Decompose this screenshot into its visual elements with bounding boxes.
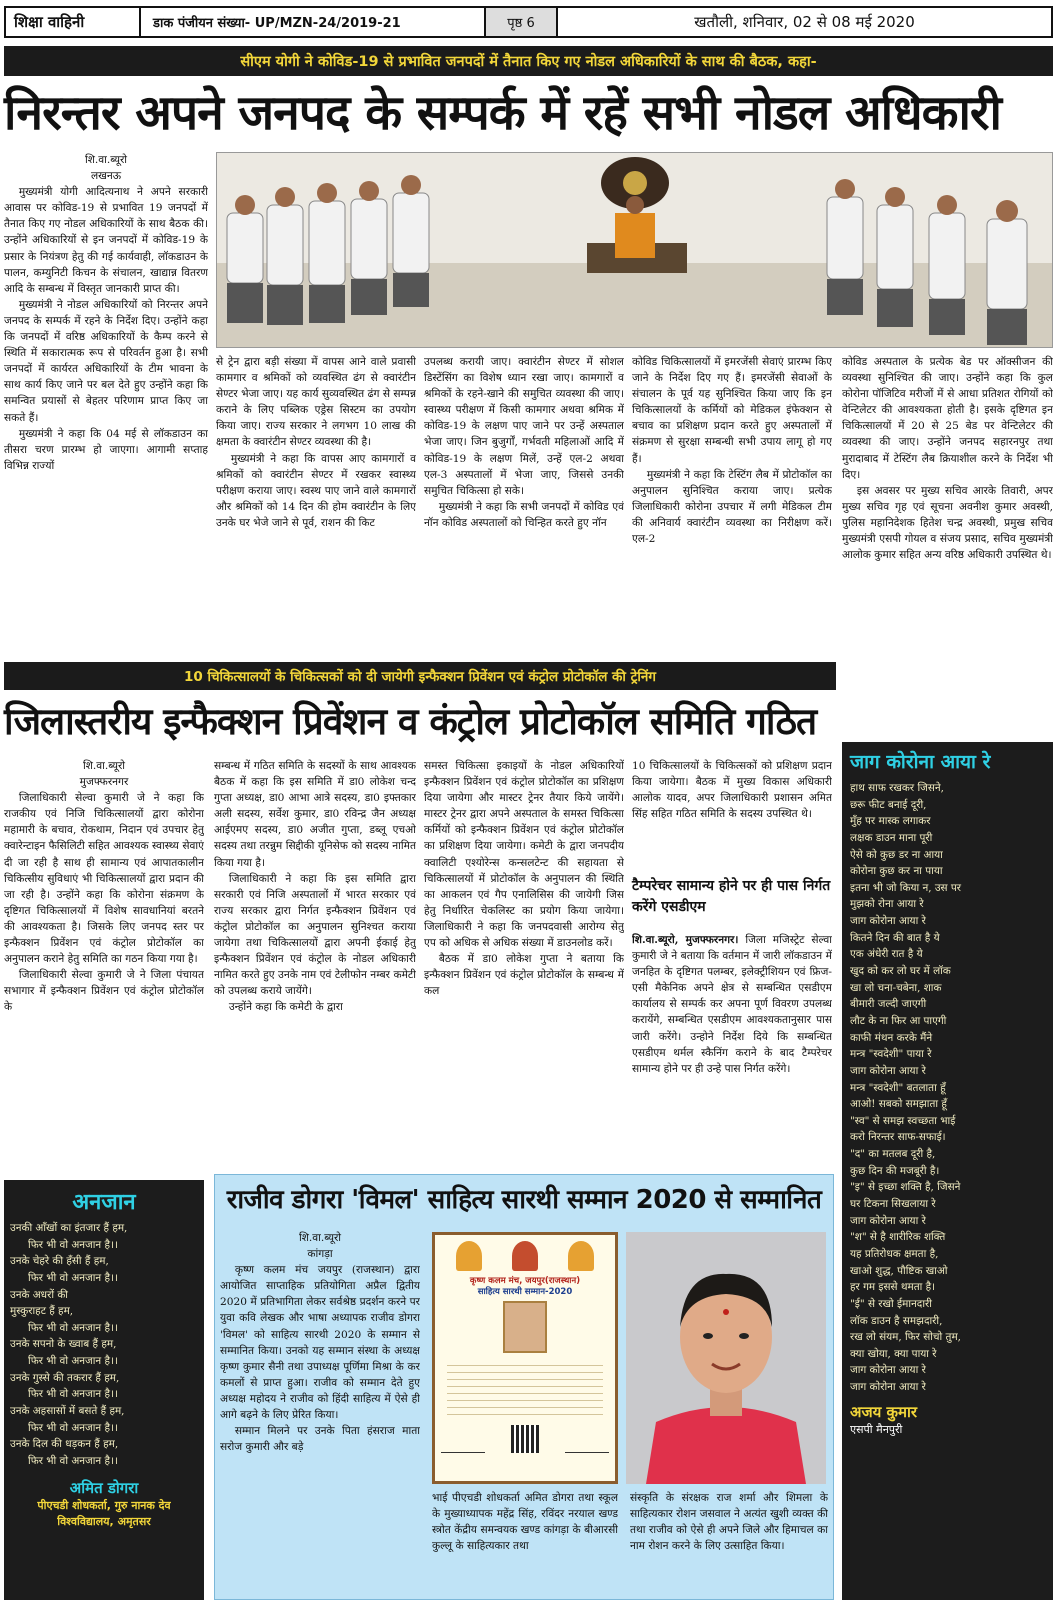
story2-byline: शि.वा.ब्यूरो (82, 760, 126, 772)
poem-line: "द" का मतलब दूरी है, (850, 1148, 936, 1161)
poem-right-box (842, 742, 1053, 1600)
poem-line: इतना भी जो किया न, उस पर (850, 881, 962, 894)
poem-line: उनके सपनो के ख्वाब हैं हम, (10, 1338, 117, 1351)
poem-line: फिर भी वो अनजान है।। (28, 1238, 118, 1251)
poem-line: यह प्रतिरोधक क्षमता है, (850, 1247, 939, 1260)
edition-date: खतौली, शनिवार, 02 से 08 मई 2020 (694, 13, 915, 31)
story2-column-2 (214, 758, 416, 1168)
poem-left-lines (10, 1220, 198, 1470)
qr-code-icon (511, 1425, 539, 1453)
paragraph: उपलब्ध करायी जाए। क्वारंटीन सेण्टर में सोशल डिस्टेंसिंग का विशेष ध्यान रखा जाए। कामगारों व श्रमिकों के रहने-खाने की समुचित व्यवस्था की जाए। स्वास्थ्य परीक्षण में किसी कामगार अथवा श्रमिक में कोविड-19 के लक्षण पाए जाने पर उन्हें अस्पताल भेजा जाए। जिन बुजुर्गों, गर्भवती महिलाओं आदि में कोविड-19 के लक्षण मिलें, उन्हें एल-2 अथवा एल-3 अस्पतालों में भेजा जाए, जिससे उनकी समुचित चिकित्सा हो सके। (424, 356, 624, 497)
certificate-title: साहित्य सारथी सम्मान-2020 (477, 1287, 573, 1297)
poem-line: मुँह पर मास्क लगाकर (850, 815, 931, 828)
story2-headline: जिलास्तरीय इन्फैक्शन प्रिवेंशन व कंट्रोल प्रोटोकॉल समिति गठित (4, 700, 817, 743)
story1-column-3 (424, 354, 624, 656)
story1-column-5 (842, 354, 1053, 734)
poem-line: जाग कोरोना आया रे (850, 1064, 926, 1077)
poem-line: फिर भी वो अनजान है।। (28, 1388, 118, 1401)
poem-line: कितने दिन की बात है ये (850, 931, 940, 944)
paragraph: जिलाधिकारी सेल्वा कुमारी जे ने कहा कि राजकीय एवं निजि चिकित्सालयों द्वारा कोरोना महामारी के बचाव, रोकथाम, निदान एवं उपचार हेतु क्वारेन्टाइन फैसिलिटी सहित आवश्यक स्वास्थ्य सेवाएं दी जा रही है साथ ही सामान्य एवं आपातकालीन चिकित्सीय सुविधाएं भी चिकित्सालयों द्वारा प्रदान की जा रही है। उन्होंने कहा कि कोरोना संक्रमण के दृष्टिगत चिकित्सालयों में विशेष सावधानियां बरतने की आवश्यकता है। जिसके लिए जनपद स्तर पर इन्फैक्शन प्रिवेंशन एवं कंट्रोल प्रोटोकॉल का अनुपालन कराने हेतु समिति का गठन किया गया है। (4, 792, 204, 966)
poem-line: एक अंधेरी रात है ये (850, 948, 923, 961)
poem-line: खाओ शुद्ध, पौष्टिक खाओ (850, 1264, 948, 1277)
poem-line: लक्षक डाउन माना पूरी (850, 831, 933, 844)
portrait-photo (626, 1232, 826, 1484)
paragraph: जिला मजिस्ट्रेट सेल्वा कुमारी जे ने बताया कि वर्तमान में जारी लॉकडाउन में जनहित के दृष्टिगत पलम्बर, इलेक्ट्रीशियन एवं फ्रिज-एसी मैकेनिक अपने क्षेत्र से सम्बन्धित एसडीएम कार्यालय से सम्पर्क कर अपना पूर्ण विवरण उपलब्ध करायेंगे, सम्बन्धित एसडीएम आवश्यकतानुसार पास जारी करेंगे। उन्होने निर्देश दिये कि सम्बन्धित एसडीएम थर्मल स्कैनिंग कराने के बाद टैम्परेचर सामान्य होने पर ही उन्हे पास निर्गत करेंगे। (632, 934, 832, 1075)
paragraph: जिलाधिकारी सेल्वा कुमारी जे ने जिला पंचायत सभागार में इन्फैक्शन प्रिवेंशन एवं कंट्रोल प्रोटोकॉल के (4, 969, 204, 1014)
story2-kicker: 10 चिकित्सालयों के चिकित्सकों को दी जायेगी इन्फैक्शन प्रिवेंशन एवं कंट्रोल प्रोटोकॉल की ट्रेनिंग (4, 662, 836, 690)
story1-column-1 (4, 152, 208, 656)
poem-right-title: जाग कोरोना आया रे (850, 751, 991, 773)
paragraph: संस्कृति के संरक्षक राज शर्मा और शिमला के साहित्यकार रोशन जसवाल ने अत्यंत खुशी व्यक्त की तथा राजीव को ऐसे ही अपने जिले और हिमाचल का नाम रोशन करने के लिए उत्साहित किया। (630, 1492, 828, 1553)
poem-line: "स्व" से समझ स्वच्छता भाई (850, 1114, 956, 1127)
poem-line: लॉक डाउन है समझदारी, (850, 1314, 943, 1327)
meeting-photo (216, 152, 1053, 348)
paragraph: 10 चिकित्सालयों के चिकित्सकों को प्रशिक्षण प्रदान किया जायेगा। बैठक में मुख्य विकास अधिकारी आलोक यादव, अपर जिलाधिकारी प्रशासन अमित सिंह सहित गठित समिति के सदस्य उपस्थित थे। (632, 760, 832, 821)
poem-line: काफी मंथन करके मैंने (850, 1031, 933, 1044)
poem-line: उनके चेहरे की हँसी हैं हम, (10, 1255, 109, 1268)
story1-headline: निरन्तर अपने जनपद के सम्पर्क में रहें सभी नोडल अधिकारी (4, 85, 1001, 141)
paragraph: मुख्यमंत्री ने नोडल अधिकारियों को निरन्तर अपने जनपद के सम्पर्क में रहने के निर्देश दिए। उन्होंने कहा कि जनपदों में वरिष्ठ अधिकारियों के कैम्प करने से स्थिति में सकारात्मक रूप से परिवर्तन हुआ है। सभी जनपदों में कार्यरत अधिकारियों के टीम भावना के साथ कार्य किए जाने पर बल देते हुए उन्होंने कहा कि समन्वित प्रयासों से बेहतर परिणाम प्राप्त किए जा सकते हैं। (4, 298, 208, 424)
poem-line: "इ" से इच्छा शक्ति है, जिसने (850, 1181, 961, 1194)
poem-line: "ई" से रखो ईमानदारी (850, 1297, 932, 1310)
poem-line: उनके गुस्से की तकरार हैं हम, (10, 1371, 120, 1384)
paragraph: सम्मान मिलने पर उनके पिता हंसराज माता सरोज कुमारी और बड़े (220, 1425, 420, 1454)
poem-line: मुझको रोना आया रे (850, 898, 924, 911)
deity-icon (456, 1241, 482, 1271)
story3-byline: शि.वा.ब्यूरो, मुजफ्फरनगर। (632, 934, 739, 946)
paragraph: कृष्ण कलम मंच जयपुर (राजस्थान) द्वारा आयोजित साप्ताहिक प्रतियोगिता अप्रैल द्वितीय 2020 में प्रतिभागिता लेकर सर्वश्रेष्ठ प्रदर्शन करने पर युवा कवि लेखक और भाषा अध्यापक राजीव डोगरा 'विमल' को साहित्य सारथी 2020 के सम्मान से सम्मानित किया। उनको यह सम्मान संस्था के अध्यक्ष कृष्ण कुमार सैनी तथा उपाध्यक्ष पूर्णिमा मिश्रा के कर कमलों से प्राप्त हुआ। राजीव को सम्मान देते हुए अध्यक्ष महोदय ने राजीव को हिंदी साहित्य में ऐसे ही आगे बढ़ने के लिए प्रेरित किया। (220, 1264, 420, 1422)
story4-column-1 (220, 1230, 420, 1596)
paragraph: कोविड चिकित्सालयों में इमरजेंसी सेवाएं प्रारम्भ किए जाने के निर्देश दिए गए हैं। इमरजेंसी सेवाओं के संचालन के पूर्व यह सुनिश्चित किया जाए कि इन चिकित्सालयों के कर्मियों को मेडिकल इंफेक्शन से बचाव का प्रशिक्षण प्रदान करते हुए अस्पतालों में संक्रमण से सुरक्षा सम्बन्धी सभी उपाय लागू हो गए हैं। (632, 356, 832, 465)
poem-line: हाथ साफ रखकर जिसने, (850, 782, 944, 794)
poem-line: फिर भी वो अनजान है।। (28, 1421, 118, 1434)
story1-kicker: सीएम योगी ने कोविड-19 से प्रभावित जनपदों में तैनात किए गए नोडल अधिकारियों के साथ की बैठक, कहा- (4, 46, 1053, 76)
paragraph: मुख्यमंत्री ने कहा कि 04 मई से लॉकडाउन का तीसरा चरण प्रारम्भ हो जाएगा। आगामी सप्ताह विभिन्न राज्यों (4, 427, 208, 472)
poem-line: करो निरन्तर साफ-सफाई। (850, 1131, 946, 1144)
paragraph: मुख्यमंत्री ने कहा कि वापस आए कामगारों व श्रमिकों को क्वारंटीन सेण्टर में रखकर स्वास्थ्य परीक्षण कराया जाए। स्वस्थ पाए जाने वाले कामगारों और श्रमिकों को 14 दिन की होम क्वारंटीन के लिए उनके घर भेजे जाने से पूर्व, राशन की किट (216, 452, 416, 529)
poem-line: क्या खोया, क्या पाया रे (850, 1347, 937, 1360)
deity-icon (512, 1241, 538, 1271)
paragraph: भाई पीएचडी शोधकर्ता अमित डोगरा तथा स्कूल के मुख्याध्यापक महेंद्र सिंह, रविंदर नरयाल खण्ड स्त्रोत केंद्रीय समन्वयक खण्ड कांगड़ा के बीआरसी कुल्लू के साहित्यकार तथा (432, 1492, 618, 1553)
paragraph: सम्बन्ध में गठित समिति के सदस्यों के साथ आवश्यक बैठक में कहा कि इस समिति में डा0 लोकेश चन्द गुप्ता अध्यक्ष, डा0 आभा आत्रे सदस्य, डा0 इफ्तकार अली सदस्य, सर्वेश कुमार, डा0 रविन्द्र जैन अध्यक्ष आईएमए सदस्य, डा0 अजीत गुप्ता, डब्लू एचओ सदस्य तथा तरन्नुम सिद्दीकी यूनिसेफ को सदस्य नामित किया गया है। (214, 760, 416, 869)
story4-column-2 (432, 1490, 618, 1598)
page-number: पृष्ठ 6 (486, 8, 558, 36)
poem-line: मुस्कुराहट हैं हम, (10, 1305, 74, 1318)
poem-line: उनके अधरों की (10, 1288, 68, 1301)
story4-column-3 (630, 1490, 828, 1598)
paragraph: से ट्रेन द्वारा बड़ी संख्या में वापस आने वाले प्रवासी कामगार व श्रमिकों को व्यवस्थित ढंग से क्वारंटीन सेण्टर भेजा जाए। यह कार्य सुव्यवस्थित ढंग से सम्पन्न कराने के लिए पब्लिक एड्रेस सिस्टम का उपयोग किया जाए। राज्य सरकार ने लगभग 10 लाख की क्षमता के क्वारंटीन सेण्टर व्यवस्था की है। (216, 356, 416, 449)
story2-column-3 (424, 758, 624, 1168)
story1-place: लखनऊ (90, 170, 122, 183)
certificate-org: कृष्ण कलम मंच, जयपुर(राजस्थान) (469, 1276, 581, 1286)
poem-line: घर टिकना सिखलाया रे (850, 1198, 936, 1211)
story3-body (632, 932, 832, 1170)
poem-line: ऐसे को कुछ डर ना आया (850, 848, 943, 861)
paragraph: समस्त चिकित्सा इकाइयों के नोडल अधिकारियों इन्फैक्शन प्रिवेंशन एवं कंट्रोल प्रोटोकॉल का प्रशिक्षण दिया जायेगा और मास्टर ट्रेनर तैयार किये जायेंगे। मास्टर ट्रेनर द्वारा अपने अस्पताल के समस्त चिकित्सा कर्मियों को इन्फैक्शन प्रिवेंशन एवं कंट्रोल प्रोटोकॉल का प्रशिक्षण दिया जायेगा। कमेटी के द्वारा जनपदीय क्वालिटी एश्योरेन्स कन्सलटेन्ट की सहायता से चिकित्सालयों में प्रोटोकॉल के अनुपालन की स्थिति का आकलन एवं गैप एनालिसिस की जायेगी जिस हेतु निर्धारित चेकलिस्ट का प्रयोग किया जायेगा। जिलाधिकारी ने कहा कि जनपदवासी आरोग्य सेतु एप को अधिक से अधिक संख्या में डाउनलोड करें। (424, 760, 624, 950)
signature-line (565, 1441, 609, 1453)
poem-line: उनकी आँखों का इंतजार हैं हम, (10, 1222, 128, 1234)
poem-line: मन्त्र "स्वदेशी" पाया रे (850, 1048, 932, 1061)
story3-headline: टैम्परेचर सामान्य होने पर ही पास निर्गत करेंगे एसडीएम (632, 878, 831, 915)
poem-line: बीमारी जल्दी जाएगी (850, 998, 927, 1011)
paragraph: मुख्यमंत्री ने कहा कि सभी जनपदों में कोविड एवं नॉन कोविड अस्पतालों को चिन्हित करते हुए नॉन (424, 500, 624, 529)
paragraph: जिलाधिकारी ने कहा कि इस समिति द्वारा सरकारी एवं निजि अस्पतालों में भारत सरकार एवं राज्य सरकार द्वारा निर्गत इन्फैक्शन प्रिवेंशन एवं कंट्रोल प्रोटोकॉल का अनुपालन सुनिश्चत कराया जायेगा तथा चिकित्सालयों द्वारा अपनी ईकाई हेतु इन्फैक्शन प्रिवेंशन एवं कंट्रोल के नोडल अधिकारी नामित करते हुए उनके नाम एवं टेलीफोन नम्बर कमेटी को उपलब्ध कराये जायेंगे। (214, 872, 416, 998)
poem-line: "श" से है शारीरिक शक्ति (850, 1231, 946, 1244)
poem-line: रख लो संयम, फिर सोचो तुम, (850, 1331, 961, 1344)
registration-number: डाक पंजीयन संख्या- UP/MZN-24/2019-21 (141, 8, 486, 36)
poem-left-box (4, 1180, 204, 1600)
signature-line (441, 1441, 485, 1453)
poem-line: जाग कोरोना आया रे (850, 915, 926, 928)
paragraph: उन्होंने कहा कि कमेटी के द्वारा (228, 1001, 343, 1014)
poem-line: कोरोना कुछ कर ना पाया (850, 865, 943, 878)
poem-line: खा लो चना-चबेना, शाक (850, 981, 942, 994)
story4-headline: राजीव डोगरा 'विमल' साहित्य सारथी सम्मान 2020 से सम्मानित (226, 1185, 822, 1215)
paragraph: मुख्यमंत्री ने कहा कि टेस्टिंग लैब में प्रोटोकॉल का अनुपालन सुनिश्चित कराया जाए। प्रत्येक जिलाधिकारी कोरोना उपचार में लगी मेडिकल टीम की अनिवार्य क्वारंटीन व्यवस्था का निरीक्षण करें। एल-2 (632, 468, 832, 546)
poem-line: खुद को कर लो घर में लॉक (850, 965, 951, 978)
poem-right-author: अजय कुमार (850, 1402, 918, 1421)
poem-left-author-desc: पीएचडी शोधकर्ता, गुरु नानक देव विश्वविद्यालय, अमृतसर (37, 1498, 171, 1529)
poem-left-title: अनजान (72, 1190, 136, 1215)
story1-column-4 (632, 354, 832, 656)
paragraph: कोविड अस्पताल के प्रत्येक बेड पर ऑक्सीजन की व्यवस्था सुनिश्चित की जाए। उन्होंने कहा कि कुल कोरोना पॉजिटिव मरीजों में से आधा प्रतिशत रोगियों को वेन्टिलेटर की आवश्यकता होती है। इसके दृष्टिगत इन चिकित्सालयों में 20 से 25 बेड पर वेन्टिलेटर की व्यवस्था की जाए। उन्होंने जनपद सहारनपुर तथा मुरादाबाद में टेस्टिंग लैब क्रियाशील करने के निर्देश भी दिए। (842, 356, 1053, 481)
story2-column-1 (4, 758, 204, 1168)
paragraph: बैठक में डा0 लोकेश गुप्ता ने बताया कि इन्फैक्शन प्रिवेंशन एवं कंट्रोल प्रोटोकॉल के सम्बन्ध में कल (424, 953, 624, 998)
poem-line: जाग कोरोना आया रे (850, 1381, 926, 1394)
poem-left-author: अमित डोगरा (69, 1478, 139, 1497)
story4-byline: शि.वा.ब्यूरो (298, 1232, 342, 1244)
certificate-image (432, 1232, 618, 1484)
poem-line: फिर भी वो अनजान है।। (28, 1321, 118, 1334)
poem-line: फिर भी वो अनजान है।। (28, 1355, 118, 1368)
newspaper-name: शिक्षा वाहिनी (6, 8, 141, 36)
certificate-portrait (503, 1301, 547, 1353)
poem-line: जाग कोरोना आया रे (850, 1214, 926, 1227)
poem-right-author-desc: एसपी मैनपुरी (850, 1422, 903, 1436)
deity-icon (568, 1241, 594, 1271)
story2-place: मुजफ्फरनगर (79, 776, 129, 789)
poem-line: छरू फीट बनाई दूरी, (850, 798, 927, 811)
poem-line: लौट के ना फिर आ पाएगी (850, 1014, 947, 1027)
poem-line: कुछ दिन की मजबूरी है। (850, 1164, 940, 1177)
poem-line: फिर भी वो अनजान है।। (28, 1454, 118, 1467)
masthead (4, 6, 1053, 38)
story1-column-2 (216, 354, 416, 656)
poem-right-lines (850, 780, 1045, 1396)
poem-line: हर गम इससे थमता है। (850, 1281, 936, 1294)
certificate-text-lines (447, 1359, 603, 1419)
paragraph: इस अवसर पर मुख्य सचिव आरके तिवारी, अपर मुख्य सचिव गृह एवं सूचना अवनीश कुमार अवस्थी, पुलिस महानिदेशक हितेश चन्द्र अवस्थी, प्रमुख सचिव मुख्यमंत्री एसपी गोयल व संजय प्रसाद, सचिव मुख्यमंत्री आलोक कुमार सहित अन्य वरिष्ठ अधिकारी उपस्थित थे। (842, 484, 1053, 562)
story1-byline: शि.वा.ब्यूरो (84, 154, 128, 166)
poem-line: मन्त्र "स्वदेशी" बतलाता हूँ (850, 1081, 946, 1094)
story4-place: कांगड़ा (307, 1248, 333, 1261)
poem-line: फिर भी वो अनजान है।। (28, 1271, 118, 1284)
poem-line: उनके दिल की धड़कन हैं हम, (10, 1438, 119, 1451)
poem-line: जाग कोरोना आया रे (850, 1364, 926, 1377)
poem-line: आओ! सबको समझाता हूँ (850, 1098, 947, 1111)
poem-line: उनके अहसासों में बसते हैं हम, (10, 1405, 125, 1418)
story2-column-4 (632, 758, 832, 868)
paragraph: मुख्यमंत्री योगी आदित्यनाथ ने अपने सरकारी आवास पर कोविड-19 से प्रभावित 19 जनपदों में तैनात किए गए नोडल अधिकारियों के साथ बैठक की। उन्होंने अधिकारियों से इन जनपदों में कोविड-19 के प्रसार के नियंत्रण हेतु की गई कार्यवाही, लॉकडाउन के पालन, कम्युनिटी किचन के संचालन, खाद्यान्न वितरण आदि के सम्बन्ध में विस्तृत जानकारी प्राप्त की। (4, 186, 208, 295)
